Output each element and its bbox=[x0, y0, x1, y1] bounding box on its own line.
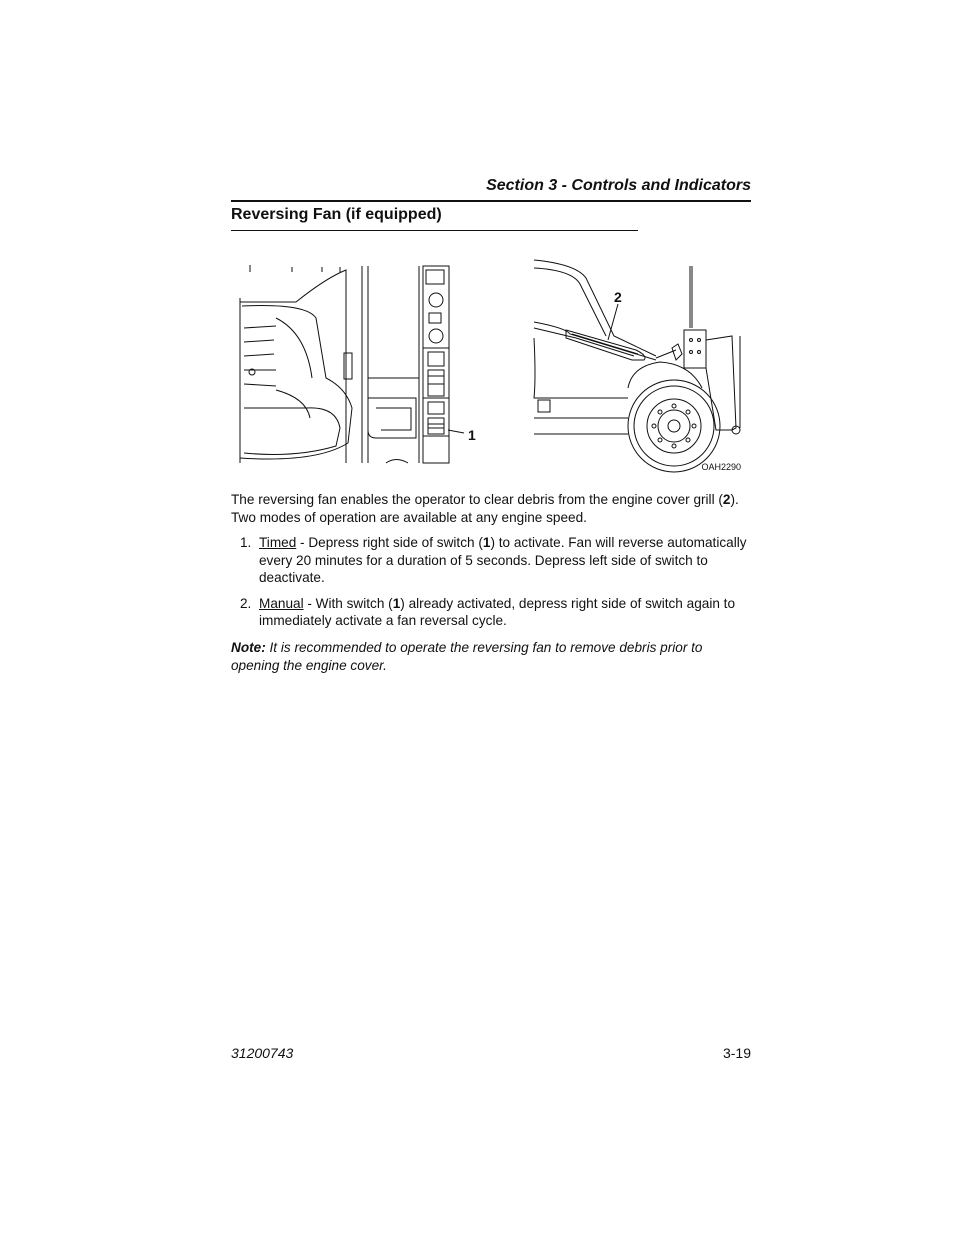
section-header: Section 3 - Controls and Indicators bbox=[486, 177, 751, 194]
engine-cover-illustration bbox=[534, 260, 740, 472]
page-number: 3-19 bbox=[722, 1045, 751, 1061]
list-item: 2. Manual - With switch (1) already activated, depress right side of switch again to immediately activate a fan reversal cycle. bbox=[240, 595, 736, 628]
header-rule bbox=[231, 200, 751, 202]
page-heading: Reversing Fan (if equipped) bbox=[231, 206, 442, 223]
document-number: 31200743 bbox=[231, 1045, 294, 1061]
callout-2-label: 2 bbox=[614, 289, 622, 305]
heading-rule bbox=[231, 230, 638, 231]
callout-1-label: 1 bbox=[468, 427, 476, 443]
timed-term: Timed bbox=[259, 535, 297, 550]
figure-id-label: OAH2290 bbox=[701, 462, 741, 472]
note-label: Note: bbox=[231, 640, 266, 655]
mode-list bbox=[231, 534, 753, 638]
list-item: 1. Timed - Depress right side of switch (1) to activate. Fan will reverse automatically every 20 minutes for a duration of 5 seconds. Depress left side of switch to deactivate. bbox=[240, 535, 747, 585]
reversing-fan-illustration bbox=[236, 258, 748, 478]
note-paragraph: Note: It is recommended to operate the reversing fan to remove debris prior to opening the engine cover. bbox=[231, 640, 703, 673]
cab-interior-illustration bbox=[240, 265, 464, 463]
intro-paragraph: The reversing fan enables the operator to clear debris from the engine cover grill (2). Two modes of operation are available at any engine speed. bbox=[231, 492, 739, 525]
manual-term: Manual bbox=[259, 595, 304, 611]
